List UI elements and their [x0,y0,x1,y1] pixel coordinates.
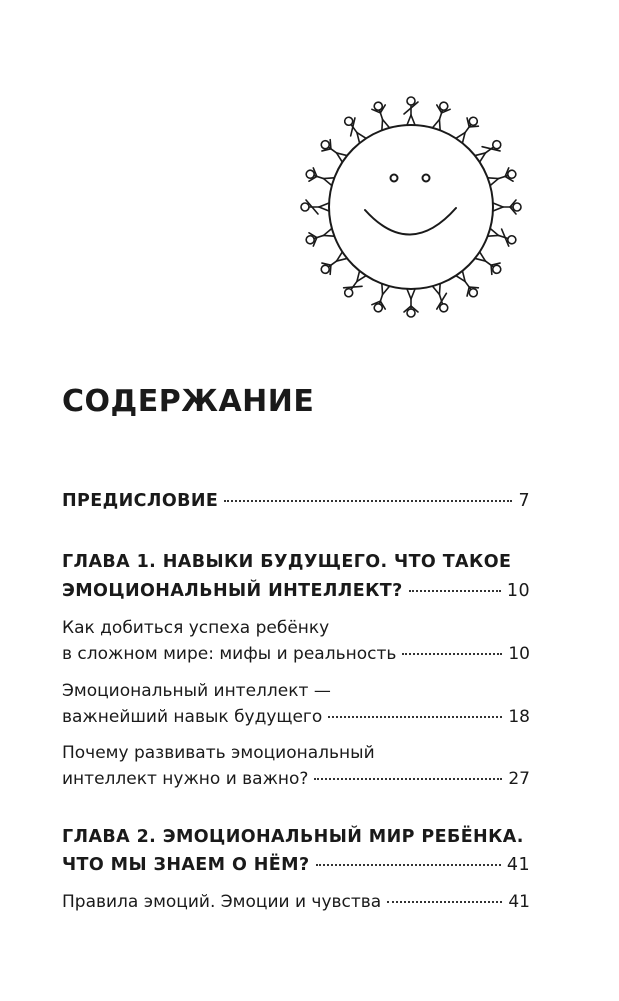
toc-entry-chapter-1-line-2[interactable] [62,580,530,602]
person-figure [430,100,452,131]
leader-dots [402,653,502,655]
person-figure [430,283,452,314]
leader-dots [314,778,502,780]
left-eye [391,175,398,182]
toc-entry-ei-line-2[interactable] [62,706,530,728]
toc-entry-success-line-1[interactable] [62,617,530,639]
entry-title: ГЛАВА 2. ЭМОЦИОНАЛЬНЫЙ МИР РЕБЁНКА. [62,827,524,847]
smiling-globe-illustration [286,82,536,332]
leader-dots [224,500,512,502]
entry-title: важнейший навык будущего [62,707,323,727]
page-number: 7 [518,491,530,511]
right-eye [423,175,430,182]
toc-entry-chapter-2-line-1[interactable] [62,826,530,848]
person-figure [487,226,518,248]
people-figures [301,97,521,317]
toc-entry-ei-line-1[interactable] [62,680,530,702]
person-figure [404,289,418,317]
page-number: 18 [508,707,530,727]
entry-title: интеллект нужно и важно? [62,769,309,789]
entry-title: ЭМОЦИОНАЛЬНЫЙ ИНТЕЛЛЕКТ? [62,581,403,601]
person-figure [370,283,392,314]
leader-dots [409,590,501,592]
entry-title: Эмоциональный интеллект — [62,681,331,701]
person-figure [370,100,392,131]
toc-entry-preface[interactable] [62,490,530,512]
toc-title: СОДЕРЖАНИЕ [62,384,315,419]
page-number: 41 [506,855,530,875]
entry-title: в сложном мире: мифы и реальность [62,644,397,664]
toc-entry-why-line-2[interactable] [62,768,530,790]
leader-dots [316,864,501,866]
entry-title: Как добиться успеха ребёнку [62,618,330,638]
page-number: 10 [506,581,530,601]
page-number: 10 [508,644,530,664]
person-figure [301,200,329,214]
leader-dots [328,716,502,718]
toc-entry-chapter-2-line-2[interactable] [62,854,530,876]
person-figure [304,226,335,248]
person-figure [493,200,521,214]
toc-entry-why-line-1[interactable] [62,742,530,764]
entry-title: Правила эмоций. Эмоции и чувства [62,892,382,912]
entry-title: ЧТО МЫ ЗНАЕМ О НЁМ? [62,855,310,875]
toc-entry-rules[interactable] [62,891,530,913]
person-figure [487,166,518,188]
entry-title: Почему развивать эмоциональный [62,743,375,763]
toc-entry-success-line-2[interactable] [62,643,530,665]
toc-entry-chapter-1-line-1[interactable] [62,551,530,573]
entry-title: ПРЕДИСЛОВИЕ [62,491,219,511]
page-number: 27 [508,769,530,789]
entry-title: ГЛАВА 1. НАВЫКИ БУДУЩЕГО. ЧТО ТАКОЕ [62,552,512,572]
leader-dots [387,901,502,903]
smile [365,208,456,235]
page-number: 41 [508,892,530,912]
person-figure [404,97,418,125]
globe-circle [329,125,493,289]
person-figure [304,166,335,188]
